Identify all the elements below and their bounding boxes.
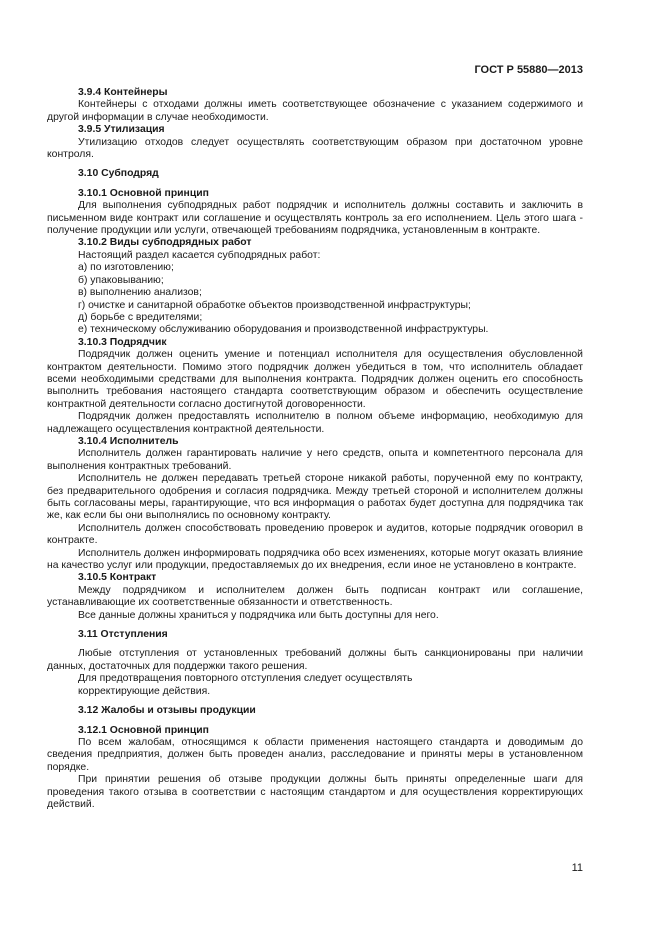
list-item: г) очистке и санитарной обработке объектов производственной инфраструктуры; bbox=[78, 299, 471, 311]
paragraph: Исполнитель должен гарантировать наличие у него средств, опыта и компетентного персонала для выполнения контрактных требований. bbox=[47, 448, 583, 472]
list-item: б) упаковыванию; bbox=[78, 274, 164, 286]
heading-3-10-2: 3.10.2 Виды субподрядных работ bbox=[78, 237, 252, 249]
paragraph: При принятии решения об отзыве продукции должны быть приняты определенные шаги для проведения такого отзыва в соответствии с настоящим стандартом и для осуществления корректирующих действий. bbox=[47, 774, 583, 810]
heading-3-12: 3.12 Жалобы и отзывы продукции bbox=[78, 705, 256, 717]
paragraph: Все данные должны храниться у подрядчика или быть доступны для него. bbox=[78, 609, 439, 621]
page-number: 11 bbox=[571, 862, 583, 874]
heading-3-11: 3.11 Отступления bbox=[78, 629, 168, 641]
paragraph: Между подрядчиком и исполнителем должен быть подписан контракт или соглашение, устанавливающие их соответственные обязанности и ответственность. bbox=[47, 584, 583, 609]
heading-3-12-1: 3.12.1 Основной принцип bbox=[78, 724, 209, 736]
heading-3-9-5: 3.9.5 Утилизация bbox=[78, 124, 165, 136]
heading-3-9-4: 3.9.4 Контейнеры bbox=[78, 87, 168, 98]
paragraph: Любые отступления от установленных требований должны быть санкционированы при наличии данных, достаточных для поддержки такого решения. bbox=[47, 648, 583, 672]
paragraph: корректирующие действия. bbox=[78, 685, 211, 697]
heading-3-10-4: 3.10.4 Исполнитель bbox=[78, 435, 179, 447]
paragraph: Для выполнения субподрядных работ подрядчик и исполнитель должны составить и заключить в письменном виде контракт или соглашение и осуществлять контроль за его исполнением. Цель этого шага - получение продукции или услуги, отвечающей требованиям подрядчика, установленным в контракте. bbox=[47, 200, 583, 237]
document-code: ГОСТ Р 55880—2013 bbox=[474, 64, 583, 76]
list-item: д) борьбе с вредителями; bbox=[78, 311, 203, 323]
list-item: е) техническому обслуживанию оборудования и производственной инфраструктуры. bbox=[78, 324, 489, 336]
heading-3-10-5: 3.10.5 Контракт bbox=[78, 572, 157, 584]
paragraph: Контейнеры с отходами должны иметь соответствующее обозначение с указанием содержимого и другой информации в случае необходимости. bbox=[47, 99, 583, 123]
paragraph: Для предотвращения повторного отступления следует осуществлять bbox=[78, 673, 413, 685]
paragraph: Подрядчик должен предоставлять исполнителю в полном объеме информацию, необходимую для надлежащего осуществления контрактной деятельности. bbox=[47, 411, 583, 435]
paragraph: Исполнитель не должен передавать третьей стороне никакой работы, порученной ему по контракту, без предварительного одобрения и согласия подрядчика. Между третьей стороной и исполнителем должны быть согласованы меры, гарантирующие, что вся информация о работах будет доступна для подрядчика так же, как если бы они выполнялись по основному контракту. bbox=[47, 473, 583, 522]
heading-3-10-3: 3.10.3 Подрядчик bbox=[78, 336, 167, 348]
paragraph: По всем жалобам, относящимся к области применения настоящего стандарта и доводимым до сведения предприятия, должен быть проведен анализ, расследование и приняты меры в установленном порядке. bbox=[47, 736, 583, 773]
document-body bbox=[47, 87, 583, 811]
paragraph: Исполнитель должен способствовать проведению проверок и аудитов, которые подрядчик оговорил в контракте. bbox=[47, 522, 583, 547]
list-item: в) выполнению анализов; bbox=[78, 287, 202, 299]
paragraph: Утилизацию отходов следует осуществлять соответствующим образом при достаточном уровне контроля. bbox=[47, 136, 583, 161]
list-item: а) по изготовлению; bbox=[78, 262, 174, 274]
heading-3-10-1: 3.10.1 Основной принцип bbox=[78, 187, 209, 199]
paragraph: Исполнитель должен информировать подрядчика обо всех изменениях, которые могут оказать влияние на качество услуг или продукции, предоставляемых до их внедрения, если иное не установлено в контракте. bbox=[47, 547, 583, 572]
heading-3-10: 3.10 Субподряд bbox=[78, 168, 159, 180]
paragraph: Настоящий раздел касается субподрядных работ: bbox=[78, 249, 321, 261]
paragraph: Подрядчик должен оценить умение и потенциал исполнителя для осуществления обусловленной контрактом деятельности. Помимо этого подрядчик должен убедиться в том, что исполнитель обладает всеми необходимыми средствами для выполнения контракта. Подрядчик должен оценить его способность выполнить требования настоящего стандарта соответствующим образом и обеспечить осуществление контрактной деятельности согласно достигнутой договоренности. bbox=[47, 349, 583, 410]
